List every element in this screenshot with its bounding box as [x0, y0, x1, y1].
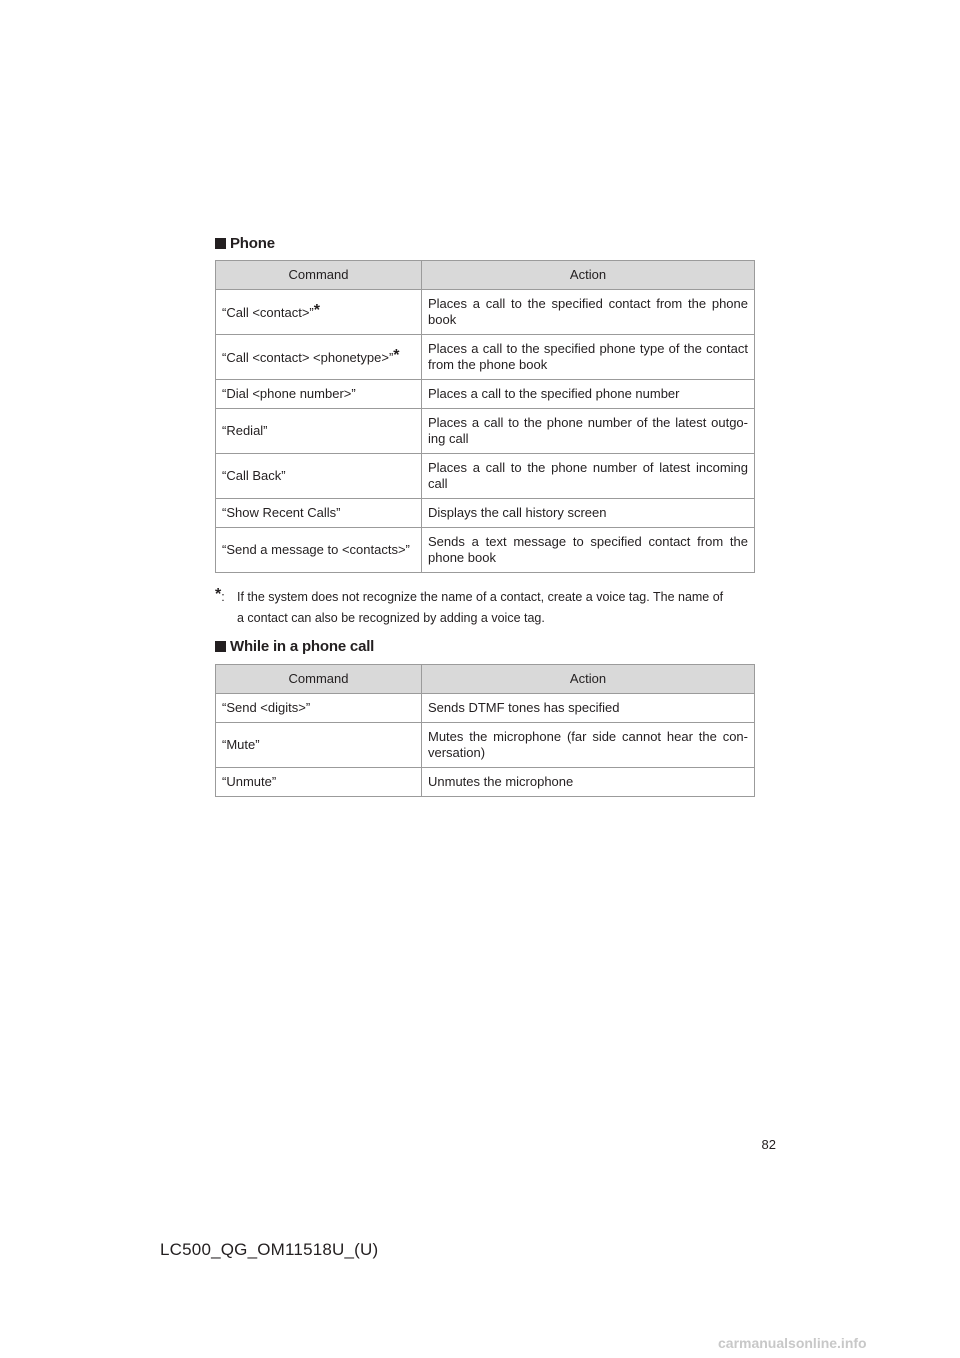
footnote-line-2: a contact can also be recognized by adding a voice tag.	[237, 611, 545, 625]
action-cell: Unmutes the microphone	[422, 768, 755, 797]
command-cell: “Mute”	[216, 723, 422, 768]
table-header-row	[216, 261, 755, 290]
action-column-header: Action	[422, 665, 755, 694]
command-cell: “Call Back”	[216, 454, 422, 499]
table-row	[216, 694, 755, 723]
action-cell: Sends DTMF tones has specified	[422, 694, 755, 723]
footnote-line-1	[215, 584, 755, 608]
command-text: “Call <contact>”	[222, 305, 314, 320]
phone-commands-table	[215, 260, 755, 573]
table-row	[216, 290, 755, 335]
square-bullet-icon	[215, 641, 226, 652]
command-column-header: Command	[216, 665, 422, 694]
footnote-marker	[215, 584, 237, 608]
action-cell: Displays the call history screen	[422, 499, 755, 528]
table-header-row	[216, 665, 755, 694]
page-number: 82	[761, 1137, 776, 1152]
footnote	[215, 584, 755, 629]
action-cell: Places a call to the specified phone type of the contact from the phone book	[422, 335, 755, 380]
footnote-text-1: If the system does not recognize the name of a contact, create a voice tag. The name of	[237, 590, 724, 604]
phone-heading-text: Phone	[230, 235, 275, 252]
action-cell: Mutes the microphone (far side cannot hear the con-versation)	[422, 723, 755, 768]
action-cell: Places a call to the phone number of the latest outgo-ing call	[422, 409, 755, 454]
footnote-asterisk: *	[393, 347, 400, 364]
table-row	[216, 454, 755, 499]
table-row	[216, 768, 755, 797]
table-row	[216, 499, 755, 528]
phone-call-section-heading	[215, 638, 374, 655]
footnote-asterisk: *	[215, 586, 222, 603]
command-cell: “Send <digits>”	[216, 694, 422, 723]
action-cell: Places a call to the specified contact from the phone book	[422, 290, 755, 335]
phone-section-heading	[215, 235, 275, 252]
table-row	[216, 409, 755, 454]
table-row	[216, 528, 755, 573]
action-cell: Places a call to the phone number of latest incoming call	[422, 454, 755, 499]
phone-call-heading-text: While in a phone call	[230, 638, 375, 655]
footnote-separator: :	[221, 590, 225, 604]
table-row	[216, 723, 755, 768]
table-row	[216, 335, 755, 380]
footnote-asterisk: *	[313, 302, 320, 319]
watermark: carmanualsonline.info	[718, 1335, 867, 1351]
phone-call-commands-table	[215, 664, 755, 797]
document-code: LC500_QG_OM11518U_(U)	[160, 1240, 379, 1259]
square-bullet-icon	[215, 238, 226, 249]
command-cell: “Dial <phone number>”	[216, 380, 422, 409]
command-column-header: Command	[216, 261, 422, 290]
command-cell: “Send a message to <contacts>”	[216, 528, 422, 573]
command-text: “Call <contact> <phonetype>”	[222, 350, 394, 365]
action-cell: Places a call to the specified phone number	[422, 380, 755, 409]
command-cell: “Show Recent Calls”	[216, 499, 422, 528]
action-cell: Sends a text message to specified contact from the phone book	[422, 528, 755, 573]
command-cell	[216, 335, 422, 380]
command-cell: “Redial”	[216, 409, 422, 454]
command-cell	[216, 290, 422, 335]
command-cell: “Unmute”	[216, 768, 422, 797]
table-row	[216, 380, 755, 409]
action-column-header: Action	[422, 261, 755, 290]
